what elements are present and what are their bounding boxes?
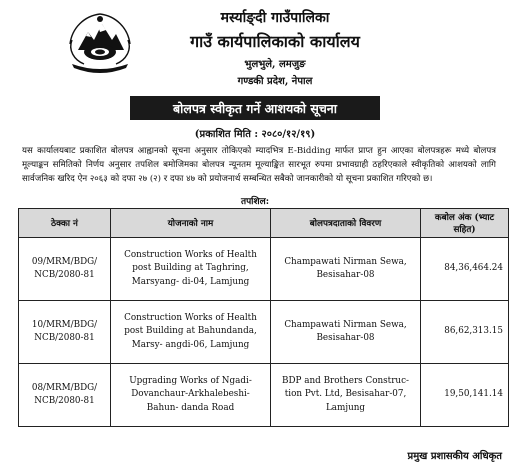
contract-no: 10/MRM/BDG/ NCB/2080-81 [19,301,111,364]
bid-amount: 84,36,464.24 [421,238,509,301]
table-header-row [19,209,509,238]
tender-table [18,208,509,427]
table-row [19,364,509,427]
org-name: मर्स्याङ्दी गाउँपालिका [220,10,330,26]
bidder-details: Champawati Nirman Sewa, Besisahar-08 [271,238,421,301]
header-contract-no: ठेक्का नं [19,209,111,238]
header-bidder: बोलपत्रदाताको विवरण [271,209,421,238]
contract-no: 08/MRM/BDG/ NCB/2080-81 [19,364,111,427]
schedule-label: तपशिल: [240,197,270,207]
header-amount: कबोल अंक (भ्याट सहित) [421,209,509,238]
table-row [19,301,509,364]
address-line-1: भुलभुले, लमजुङ [244,59,306,70]
project-name: Construction Works of Health post Building at Bahundanda, Marsy- angdi-06, Lamjung [111,301,271,364]
header-project-name: योजनाको नाम [111,209,271,238]
contract-no: 09/MRM/BDG/ NCB/2080-81 [19,238,111,301]
bid-amount: 86,62,313.15 [421,301,509,364]
office-name: गाउँ कार्यपालिकाको कार्यालय [190,32,360,51]
table-row [19,238,509,301]
published-date: (प्रकाशित मिति : २०८०/१२/१९) [194,129,316,140]
bidder-details: Champawati Nirman Sewa, Besisahar-08 [271,301,421,364]
bid-amount: 19,50,141.14 [421,364,509,427]
signatory-title: प्रमुख प्रशासकीय अधिकृत [407,451,502,462]
project-name: Construction Works of Health post Building at Taghring, Marsyang- di-04, Lamjung [111,238,271,301]
project-name: Upgrading Works of Ngadi- Dovanchaur-Arkhalebeshi-Bahun- danda Road [111,364,271,427]
address-line-2: गण्डकी प्रदेश, नेपाल [237,76,313,87]
notice-body: यस कार्यालयबाट प्रकाशित बोलपत्र आह्वानको सूचना अनुसार तोकिएको म्यादभित्र E-Bidding मार्फत प्राप्त हुन आएका बोलपत्रहरू मध्ये बोलपत्र मूल्याङ्कन समितिको निर्णय अनुसार तपशिल बमोजिमका बोलपत्र न्यूनतम मूल्याङ्कित सारभूत रुपमा प्रभावग्राही ठहरिएकाले स्वीकृतिको आशयको लागि सार्वजनिक खरिद ऐन २०६३ को दफा २७ (२) र दफा ४७ को प्रयोजनार्थ सम्बन्धित सबैको जानकारीको यो सूचना प्रकाशित गरिएको छ। [22,146,496,184]
notice-title: बोलपत्र स्वीकृत गर्ने आशयको सूचना [130,96,380,120]
bidder-details: BDP and Brothers Construc- tion Pvt. Ltd, Besisahar-07, Lamjung [271,364,421,427]
